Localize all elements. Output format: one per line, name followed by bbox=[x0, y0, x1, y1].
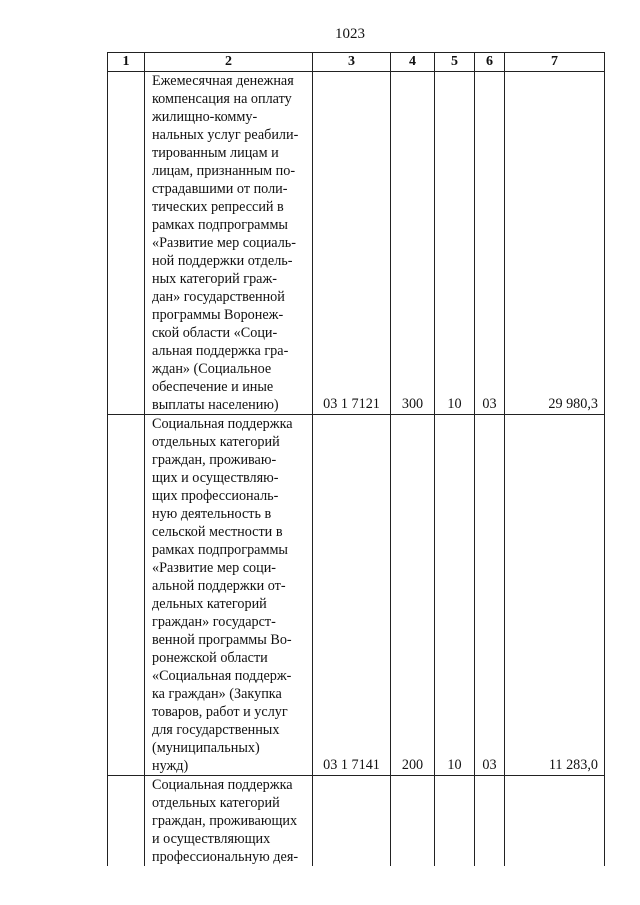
header-cell: 5 bbox=[435, 53, 475, 72]
amount-value bbox=[505, 776, 605, 867]
item-description: Ежемесячная денежная компенсация на оплату жилищно-комму- нальных услуг реабили- тированным лицам и лицам, признанным по- страдавшими от поли- тических репрессий в рамках подпрограммы «Развитие мер социаль- ной поддержки отдель- ных категорий граж- дан» государственной программы Воронеж- ской области «Соци- альная поддержка гра- ждан» (Социальное обеспечение и иные выплаты населению) bbox=[145, 72, 313, 415]
header-cell: 6 bbox=[475, 53, 505, 72]
expense-type-code bbox=[391, 776, 435, 867]
amount-value: 11 283,0 bbox=[505, 415, 605, 776]
target-article-code: 03 1 7141 bbox=[313, 415, 391, 776]
header-cell: 1 bbox=[108, 53, 145, 72]
header-cell: 3 bbox=[313, 53, 391, 72]
subsection-code bbox=[475, 776, 505, 867]
row-number-cell bbox=[108, 72, 145, 415]
header-cell: 4 bbox=[391, 53, 435, 72]
table-header-row bbox=[108, 53, 605, 72]
item-description: Социальная поддержка отдельных категорий граждан, проживаю- щих и осуществляю- щих профессиональ- ную деятельность в сельской местности в рамках подпрограммы «Развитие мер соци- альной поддержки от- дельных категорий граждан» государст- венной программы Во- ронежской области «Социальная поддерж- ка граждан» (Закупка товаров, работ и услуг для государственных (муниципальных) нужд) bbox=[145, 415, 313, 776]
table-row bbox=[108, 776, 605, 867]
subsection-code: 03 bbox=[475, 72, 505, 415]
section-code: 10 bbox=[435, 72, 475, 415]
subsection-code: 03 bbox=[475, 415, 505, 776]
section-code: 10 bbox=[435, 415, 475, 776]
row-number-cell bbox=[108, 776, 145, 867]
header-cell: 7 bbox=[505, 53, 605, 72]
target-article-code bbox=[313, 776, 391, 867]
section-code bbox=[435, 776, 475, 867]
target-article-code: 03 1 7121 bbox=[313, 72, 391, 415]
table-row bbox=[108, 72, 605, 415]
amount-value: 29 980,3 bbox=[505, 72, 605, 415]
expense-type-code: 300 bbox=[391, 72, 435, 415]
expense-type-code: 200 bbox=[391, 415, 435, 776]
table-row bbox=[108, 415, 605, 776]
page-number: 1023 bbox=[335, 26, 365, 42]
header-cell: 2 bbox=[145, 53, 313, 72]
item-description: Социальная поддержка отдельных категорий граждан, проживающих и осуществляющих профессиональную дея- bbox=[145, 776, 313, 867]
budget-table bbox=[107, 52, 605, 866]
row-number-cell bbox=[108, 415, 145, 776]
